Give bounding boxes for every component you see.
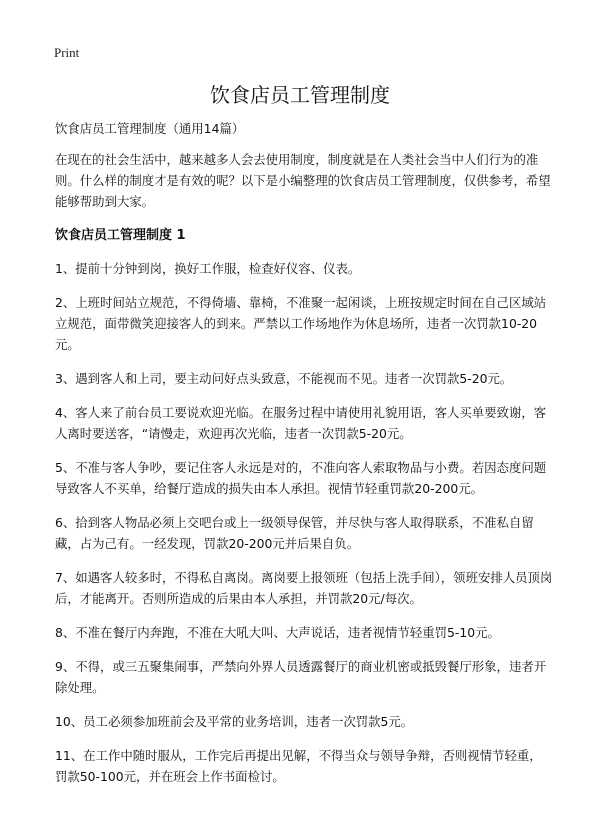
rule-item: 4、客人来了前台员工要说欢迎光临。在服务过程中请使用礼貌用语，客人买单要致谢，客人离时要送客，“请慢走，欢迎再次光临，违者一次罚款5-20元。: [55, 405, 547, 441]
document-title: 饮食店员工管理制度: [210, 83, 390, 107]
rule-item: 10、员工必须参加班前会及平常的业务培训，违者一次罚款5元。: [55, 714, 414, 729]
rule-item: 8、不准在餐厅内奔跑，不准在大吼大叫、大声说话，违者视情节轻重罚5-10元。: [55, 625, 500, 640]
section-heading: 饮食店员工管理制度 1: [55, 228, 186, 243]
rule-item: 3、遇到客人和上司，要主动问好点头致意，不能视而不见。违者一次罚款5-20元。: [55, 371, 513, 386]
rule-item: 11、在工作中随时服从，工作完后再提出见解，不得当众与领导争辩，否则视情节轻重，罚款50-100元，并在班会上作书面检讨。: [55, 748, 542, 784]
rule-item: 7、如遇客人较多时，不得私自离岗。离岗要上报领班（包括上洗手间），领班安排人员顶岗后，才能离开。否则所造成的后果由本人承担，并罚款20元/每次。: [55, 570, 553, 606]
rule-item: 1、提前十分钟到岗，换好工作服，检查好仪容、仪表。: [55, 261, 361, 276]
document-body: [55, 118, 553, 800]
print-link[interactable]: Print: [54, 45, 80, 60]
rule-item: 9、不得，或三五聚集闹事，严禁向外界人员透露餐厅的商业机密或抵毁餐厅形象，违者开除处理。: [55, 659, 547, 695]
rule-item: 5、不准与客人争吵，要记住客人永远是对的，不准向客人索取物品与小费。若因态度问题导致客人不买单，给餐厅造成的损失由本人承担。视情节轻重罚款20-200元。: [55, 460, 547, 496]
rule-item: 2、上班时间站立规范，不得倚墙、靠椅，不准聚一起闲谈，上班按规定时间在自己区域站立规范，面带微笑迎接客人的到来。严禁以工作场地作为休息场所，违者一次罚款10-20元。: [55, 295, 547, 352]
intro-paragraph: 在现在的社会生活中，越来越多人会去使用制度，制度就是在人类社会当中人们行为的准则。什么样的制度才是有效的呢？以下是小编整理的饮食店员工管理制度，仅供参考，希望能够帮助到大家。: [55, 152, 551, 209]
rule-item: 6、拾到客人物品必须上交吧台或上一级领导保管，并尽快与客人取得联系，不准私自留藏，占为己有。一经发现，罚款20-200元并后果自负。: [55, 515, 534, 551]
document-subtitle: 饮食店员工管理制度（通用14篇）: [55, 121, 245, 136]
